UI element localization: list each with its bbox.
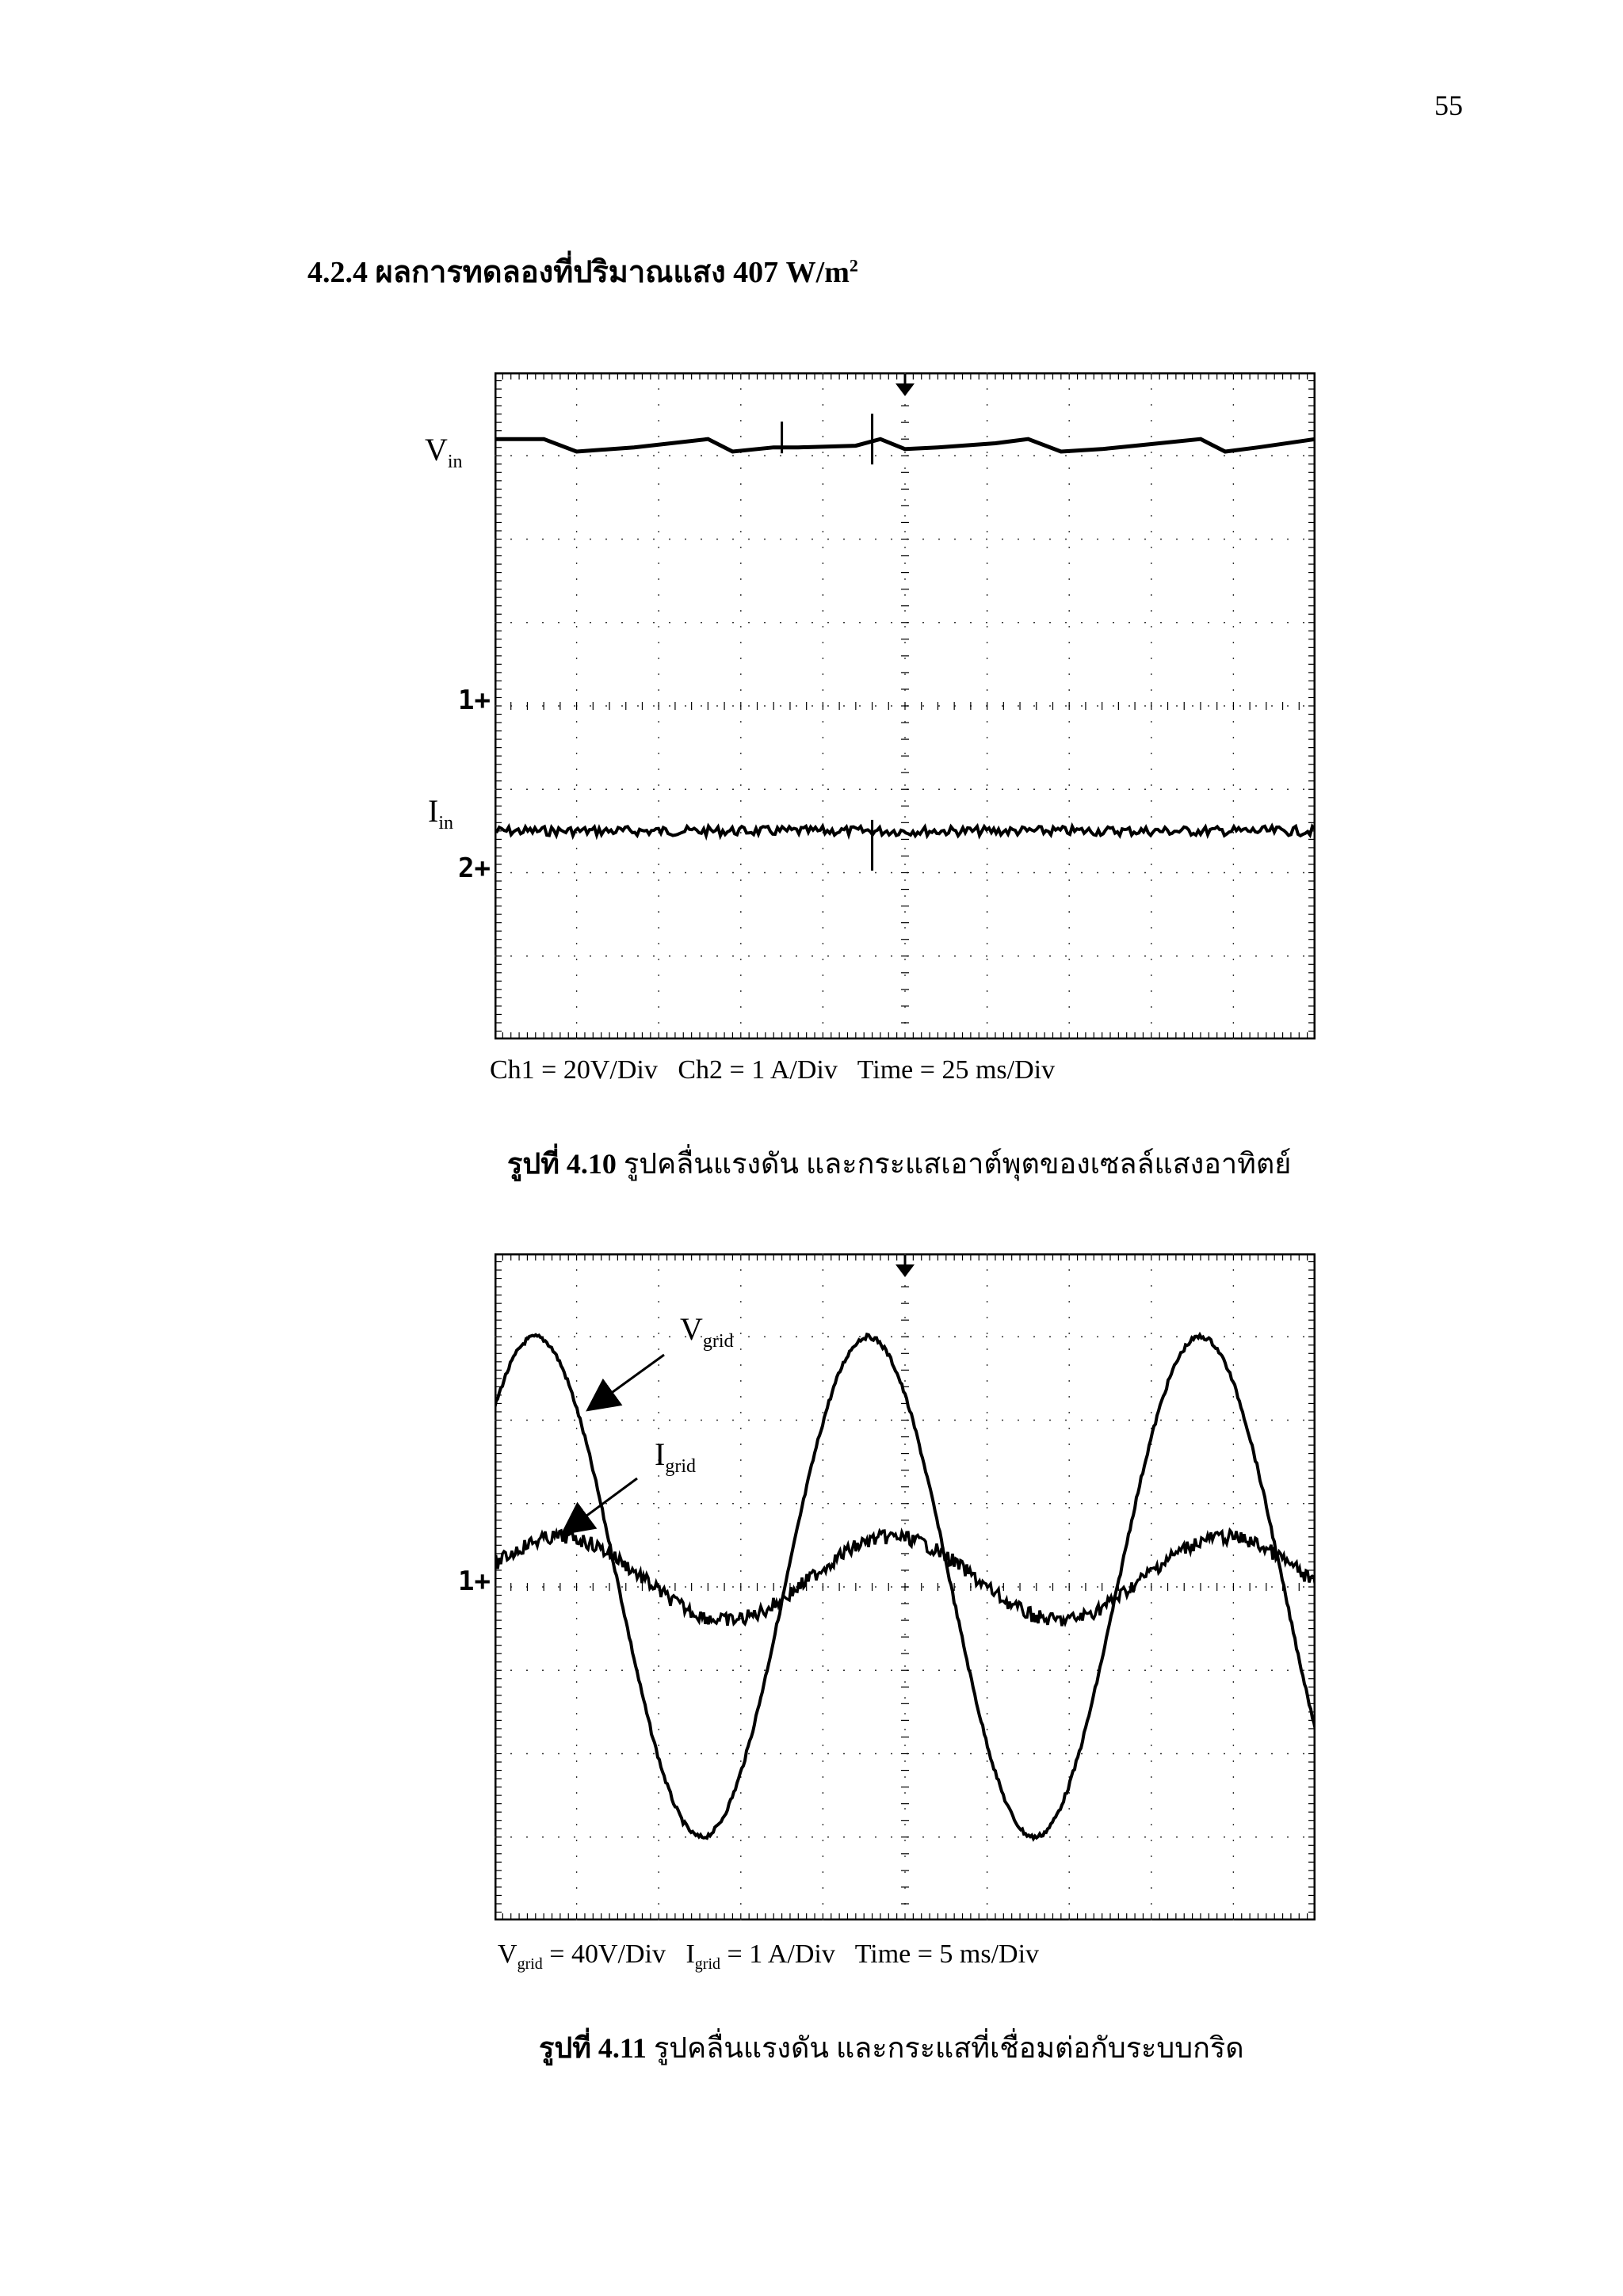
trace-label-iin: $I_{in}$ [428,793,453,833]
figure-caption-4-10-text: รูปคลื่นแรงดัน และกระแสเอาต์พุตของเซลล์แสงอาทิตย์ [616,1148,1292,1180]
figure-caption-4-10-label: รูปที่ 4.10 [507,1148,617,1180]
page-number: 55 [1434,90,1463,121]
trace-label-vin: $V_{in}$ [425,432,463,472]
channel-marker-2: 2+ [458,852,491,884]
section-heading-superscript: 2 [849,255,858,276]
trace-label-vgrid: $V_{grid}$ [680,1311,734,1352]
trace-iin [495,826,1315,836]
trace-vin [495,439,1316,452]
channel-marker-1: 1+ [458,685,491,716]
channel-marker-fig-4-11: 1+ [458,1566,491,1597]
trace-label-igrid: $I_{grid}$ [655,1436,696,1477]
scope-settings-fig-4-11: $V_{grid} = 40V/Div$ $I_{grid} = 1$ A/Div Time = 5 ms/Div [498,1939,1040,1973]
oscilloscope-screen-1 [495,372,1316,1039]
oscilloscope-fig-4-11 [495,1253,1316,1920]
section-heading [307,247,858,296]
figure-caption-4-10 [507,1141,1291,1186]
trigger-marker [896,383,915,396]
figure-caption-4-11 [539,2025,1244,2070]
section-heading-text: 4.2.4 ผลการทดลองที่ปริมาณแสง 407 W/m [307,256,850,289]
oscilloscope-fig-4-10 [495,372,1316,1039]
scope-settings-fig-4-10: Ch1 = 20V/Div Ch2 = 1 A/Div Time = 25 ms/Div [490,1055,1056,1085]
figure-caption-4-11-label: รูปที่ 4.11 [539,2032,647,2064]
figure-caption-4-11-text: รูปคลื่นแรงดัน และกระแสที่เชื่อมต่อกับระบบกริด [646,2032,1244,2064]
trigger-marker [896,1264,915,1277]
oscilloscope-screen-2 [495,1253,1316,1920]
